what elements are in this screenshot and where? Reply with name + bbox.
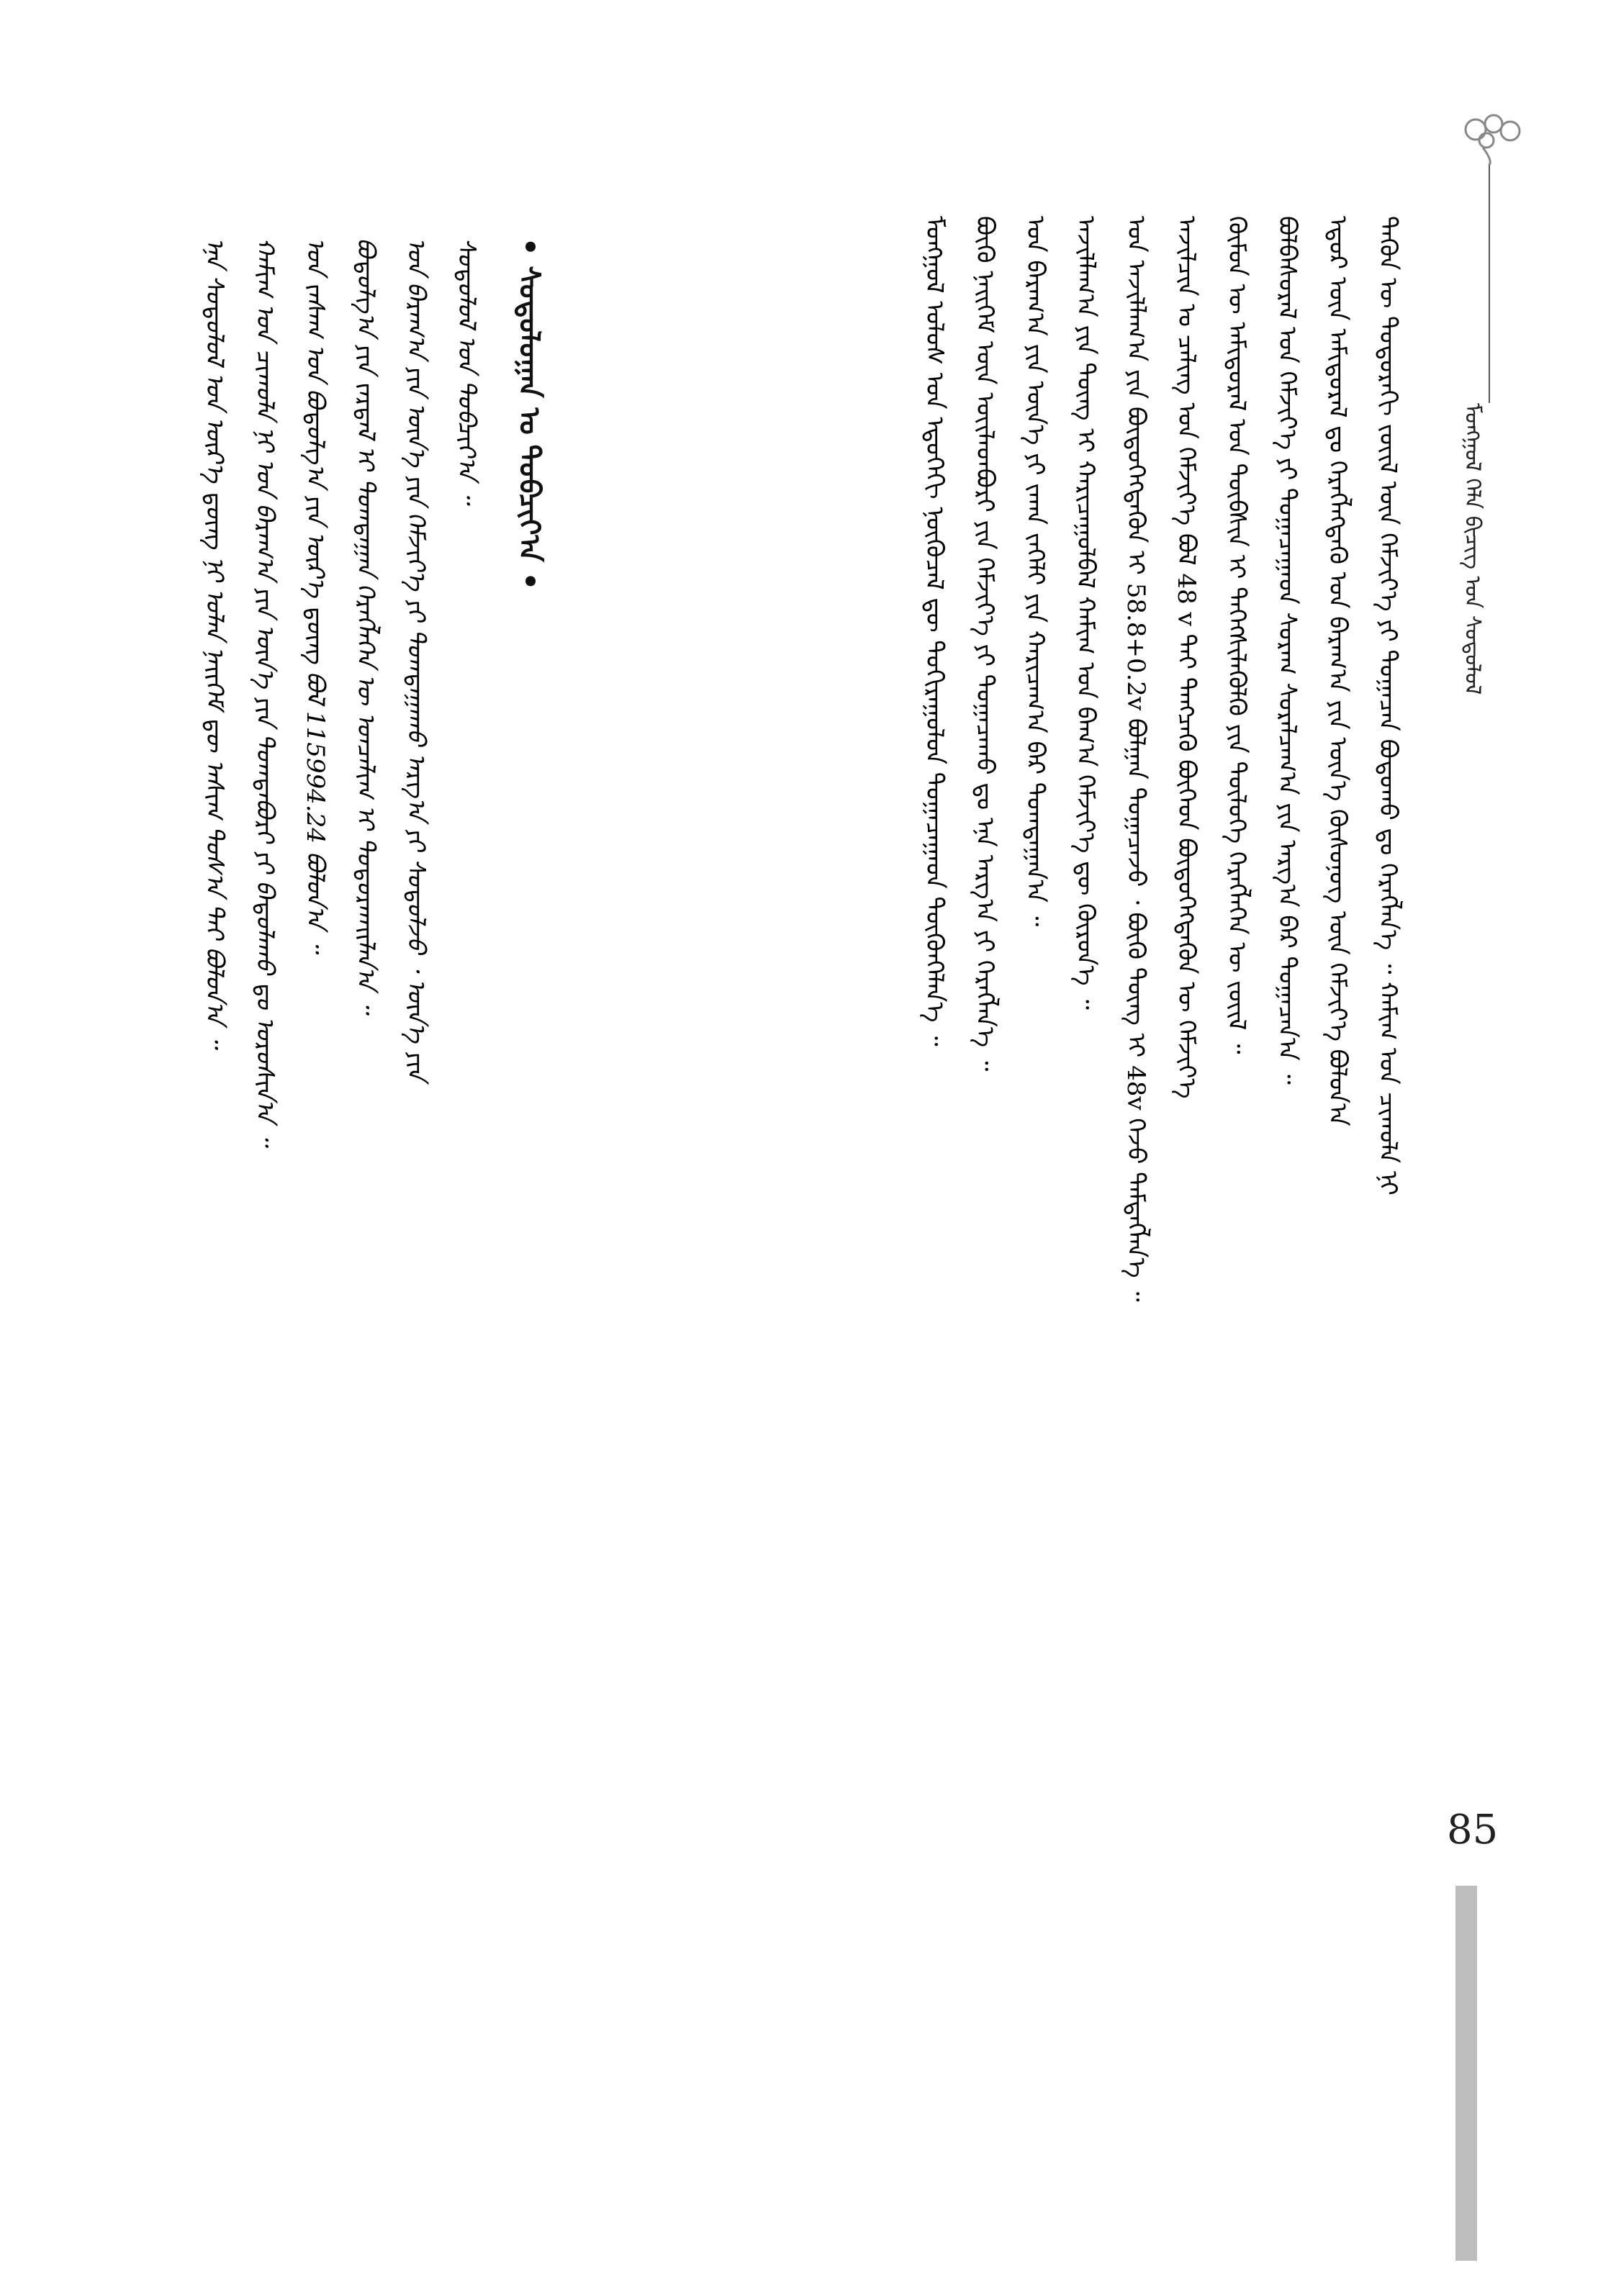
body-column-15: ᠬᠠᠮᠢᠭ ᠤᠨ ᠴᠢᠬᠤᠯᠠ ᠨᠢ ᠡᠳ ᠪᠠᠷᠠᠭ᠎ᠠ ᠶᠢᠨ ᠦᠨ᠎ᠡ ᠶᠢᠨ ᠲᠣᠭᠲᠠᠪᠤᠷᠢ ᠶᠢ ᠪᠠᠲᠤᠯᠠᠬᠤ ᠳᠤ ᠣᠷᠣᠰᠢᠨ᠎ᠠ ᠃ — [250, 238, 279, 1146]
section-heading — [504, 238, 554, 597]
body-column-10: ᠮᠣᠩᠭᠣᠯ ᠤᠯᠤᠰ ᠤᠨ ᠡᠳᠦᠭᠡᠬᠢ ᠨᠥᠬᠦᠴᠡᠯ ᠳᠦ ᠲᠣᠬᠢᠷᠠᠭᠤᠯᠤᠨ ᠲᠣᠭᠠᠴᠠᠭᠠᠳ ᠳᠦᠭᠦᠨᠭᠡᠯᠡᠨ᠎ᠡ ᠃ — [920, 216, 949, 1047]
text-run: ᠡᠳ ᠠᠵᠢᠯᠯᠠᠭ᠎ᠠ ᠶᠢᠨ ᠪᠦᠲᠦᠭᠡᠭᠳᠡᠬᠦᠨ ᠢ — [1121, 216, 1150, 583]
body-column-14 — [295, 238, 335, 2296]
section-heading-text: ᠰᠤᠳᠤᠯᠤᠭᠠᠨ ᠤ ᠲᠣᠪᠴᠢᠶ᠎ᠠ — [513, 266, 546, 562]
header-rule — [1489, 166, 1490, 403]
inline-number: 48 v — [1172, 573, 1201, 634]
body-column-1: ᠲᠡᠭᠦᠨ ᠦ ᠳᠣᠲᠣᠷᠠᠬᠢ ᠵᠦᠢᠯ ᠦᠨ ᠬᠡᠮᠵᠢᠶ᠎ᠡ ᠶᠢ ᠲᠣᠭᠠᠴᠠᠨ ᠪᠣᠳᠣᠬᠤ ᠳᠤ ᠬᠡᠷᠡᠭᠯᠡᠨ᠎ᠡ ᠃ ᠬᠠᠮᠢᠭ ᠤᠨ ᠴᠢᠬᠤᠯᠠ ᠨᠢ — [1373, 216, 1402, 1196]
text-run: ᠠᠵᠢᠯᠴᠢᠨ ᠤ ᠴᠠᠯᠢᠩ ᠤᠨ ᠬᠡᠮᠵᠢᠶ᠎ᠡ ᠪᠣᠯ — [1172, 216, 1201, 574]
body-column-4: ᠬᠦᠮᠦᠨ ᠦ ᠠᠮᠢᠳᠤᠷᠠᠯ ᠤᠨ ᠲᠦᠪᠰᠢᠨ ᠢ ᠳᠡᠭᠡᠭᠰᠢᠯᠡᠭᠦᠯᠬᠦ ᠶᠢᠨ ᠲᠥᠯᠦᠭᠡ ᠬᠡᠷᠡᠭᠯᠡᠭᠡᠨ ᠦ ᠵᠦᠢᠯ ᠃ — [1222, 216, 1251, 1054]
inline-number: 48v — [1121, 1065, 1150, 1118]
inline-number: 58.8+0.2v — [1121, 582, 1150, 719]
bullet-icon: • — [513, 238, 546, 256]
text-run: ᠪᠣᠯᠤᠨ᠎ᠠ ᠃ — [301, 851, 330, 952]
body-column-13: ᠪᠣᠳᠣᠯᠭ᠎ᠠ ᠶᠢᠨ ᠵᠠᠷᠳᠠᠯ ᠢ ᠲᠣᠭᠲᠠᠭᠠᠨ ᠬᠡᠷᠡᠭᠯᠡᠭᠡᠨ ᠦ ᠣᠨᠴᠠᠯᠢᠭ ᠢ ᠲᠣᠳᠣᠷᠬᠠᠢᠯᠠᠨ᠎ᠠ ᠃ — [351, 238, 380, 1013]
inline-number: 115994.24 — [301, 711, 330, 851]
body-column-7: ᠠᠵᠢᠯᠯᠠᠭ᠎ᠠ ᠶᠢᠨ ᠳᠦᠩ ᠢ ᠬᠠᠷᠢᠴᠠᠭᠤᠯᠪᠠᠯ ᠬᠠᠮᠢᠭ ᠤᠨ ᠪᠠᠭ᠎ᠠ ᠬᠡᠮᠵᠢᠶ᠎ᠡ ᠳᠦ ᠬᠦᠷᠦᠨ᠎ᠡ ᠃ — [1071, 216, 1100, 1010]
text-run: ᠪᠣᠯᠭᠠᠨ ᠲᠣᠭᠠᠴᠠᠵᠤ ᠂ ᠪᠦᠬᠦ ᠳᠦᠩ ᠢ — [1121, 718, 1150, 1066]
body-column-8: ᠡᠳ ᠪᠠᠷᠠᠭ᠎ᠠ ᠶᠢᠨ ᠦᠨ᠎ᠡ ᠶᠢ ᠵᠠᠬᠠ ᠵᠡᠭᠡᠯᠢ ᠶᠢᠨ ᠬᠠᠷᠢᠴᠠᠭ᠎ᠠ ᠪᠠᠷ ᠲᠣᠭᠲᠠᠭᠠᠨ᠎ᠠ ᠃ — [1021, 216, 1049, 927]
body-column-12: ᠡᠳ ᠪᠠᠷᠠᠭ᠎ᠠ ᠶᠢᠨ ᠦᠨ᠎ᠡ ᠶᠢᠨ ᠬᠡᠮᠵᠢᠶ᠎ᠡ ᠶᠢ ᠲᠣᠭᠲᠠᠭᠠᠬᠤ ᠠᠷᠭ᠎ᠠ ᠶᠢ ᠰᠤᠳᠤᠯᠵᠤ ᠂ ᠦᠨ᠎ᠡ ᠶᠢᠨ — [402, 238, 430, 1080]
body-column-3: ᠪᠣᠯᠪᠠᠰᠤᠷᠠᠯ ᠤᠨ ᠬᠡᠮᠵᠢᠶ᠎ᠡ ᠶᠢ ᠲᠣᠭᠠᠴᠠᠭᠠᠳ ᠰᠤᠷᠠᠭ ᠰᠤᠷᠠᠯᠴᠠᠭ᠎ᠠ ᠶᠢᠨ ᠠᠷᠭ᠎ᠠ ᠪᠠᠷ ᠲᠣᠭᠠᠴᠠᠨ᠎ᠠ ᠃ — [1273, 216, 1301, 1085]
text-run: ᠡᠳ ᠵᠠᠰᠠᠭ ᠤᠨ ᠪᠣᠳᠣᠯᠭ᠎ᠠ ᠶᠢᠨ ᠦᠷ᠎ᠡ ᠳ᠋ᠦᠩ ᠪᠣᠯ — [301, 238, 330, 711]
body-column-16: ᠡᠨᠡ ᠰᠤᠳᠤᠯᠤᠯ ᠤᠨ ᠦᠷ᠎ᠡ ᠳ᠋ᠦᠩ ᠨᠢ ᠣᠯᠠᠨ ᠨᠡᠢᠭᠡᠮ ᠳᠦ ᠠᠰᠢᠭ ᠲᠤᠰ᠎ᠠ ᠲᠠᠢ ᠪᠣᠯᠤᠨ᠎ᠠ ᠃ — [200, 238, 229, 1048]
body-column-11: ᠰᠤᠳᠤᠯᠤᠯ ᠤᠨ ᠲᠣᠪᠴᠢᠶ᠎ᠠ ᠃ — [452, 238, 481, 504]
page-edge-tab — [1455, 1886, 1477, 2261]
page-number: 85 — [1447, 1807, 1499, 1853]
body-column-6 — [1116, 216, 1156, 2274]
bullet-icon: • — [513, 571, 546, 591]
body-column-2: ᠡᠳᠦᠷ ᠦᠨ ᠠᠮᠢᠳᠤᠷᠠᠯ ᠳᠤ ᠬᠡᠷᠡᠭᠯᠡᠭᠳᠡᠬᠦ ᠡᠳ ᠪᠠᠷᠠᠭ᠎ᠠ ᠶᠢᠨ ᠦᠨ᠎ᠡ ᠬᠦᠰᠦᠨᠦᠭ ᠦᠨ ᠬᠡᠮᠵᠢᠶ᠎ᠡ ᠪᠣᠯᠤᠨ᠎ᠠ — [1323, 216, 1352, 1126]
decorative-ornament-icon — [1454, 108, 1533, 166]
text-run: ᠲᠡᠢ ᠲᠡᠩᠴᠡᠬᠦ ᠪᠥᠭᠡᠳ ᠪᠦᠲᠦᠭᠡᠭᠳᠡᠬᠦᠨ ᠦ ᠬᠡᠮᠵᠢᠶ᠎ᠡ — [1172, 633, 1201, 1099]
running-title: ᠮᠣᠩᠭᠣᠯ ᠬᠡᠯᠡ ᠪᠢᠴᠢᠭ ᠤᠨ ᠰᠤᠳᠤᠯᠤᠯ — [1460, 403, 1485, 695]
body-column-5 — [1166, 216, 1206, 2274]
body-column-9: ᠪᠦᠬᠦ ᠨᠡᠢᠭᠡᠮ ᠦᠨ ᠦᠢᠯᠡᠳᠪᠦᠷᠢ ᠶᠢᠨ ᠬᠡᠮᠵᠢᠶ᠎ᠡ ᠶᠢ ᠲᠣᠭᠠᠴᠠᠬᠤ ᠳᠤ ᠡᠨᠡ ᠠᠷᠭ᠎ᠠ ᠶᠢ ᠬᠡᠷᠡᠭᠯᠡᠨ᠎ᠡ ᠃ — [970, 216, 999, 1072]
text-run: ᠭᠡᠵᠦ ᠲᠡᠮᠳᠡᠭᠯᠡᠨ᠎ᠡ ᠃ — [1121, 1118, 1150, 1302]
